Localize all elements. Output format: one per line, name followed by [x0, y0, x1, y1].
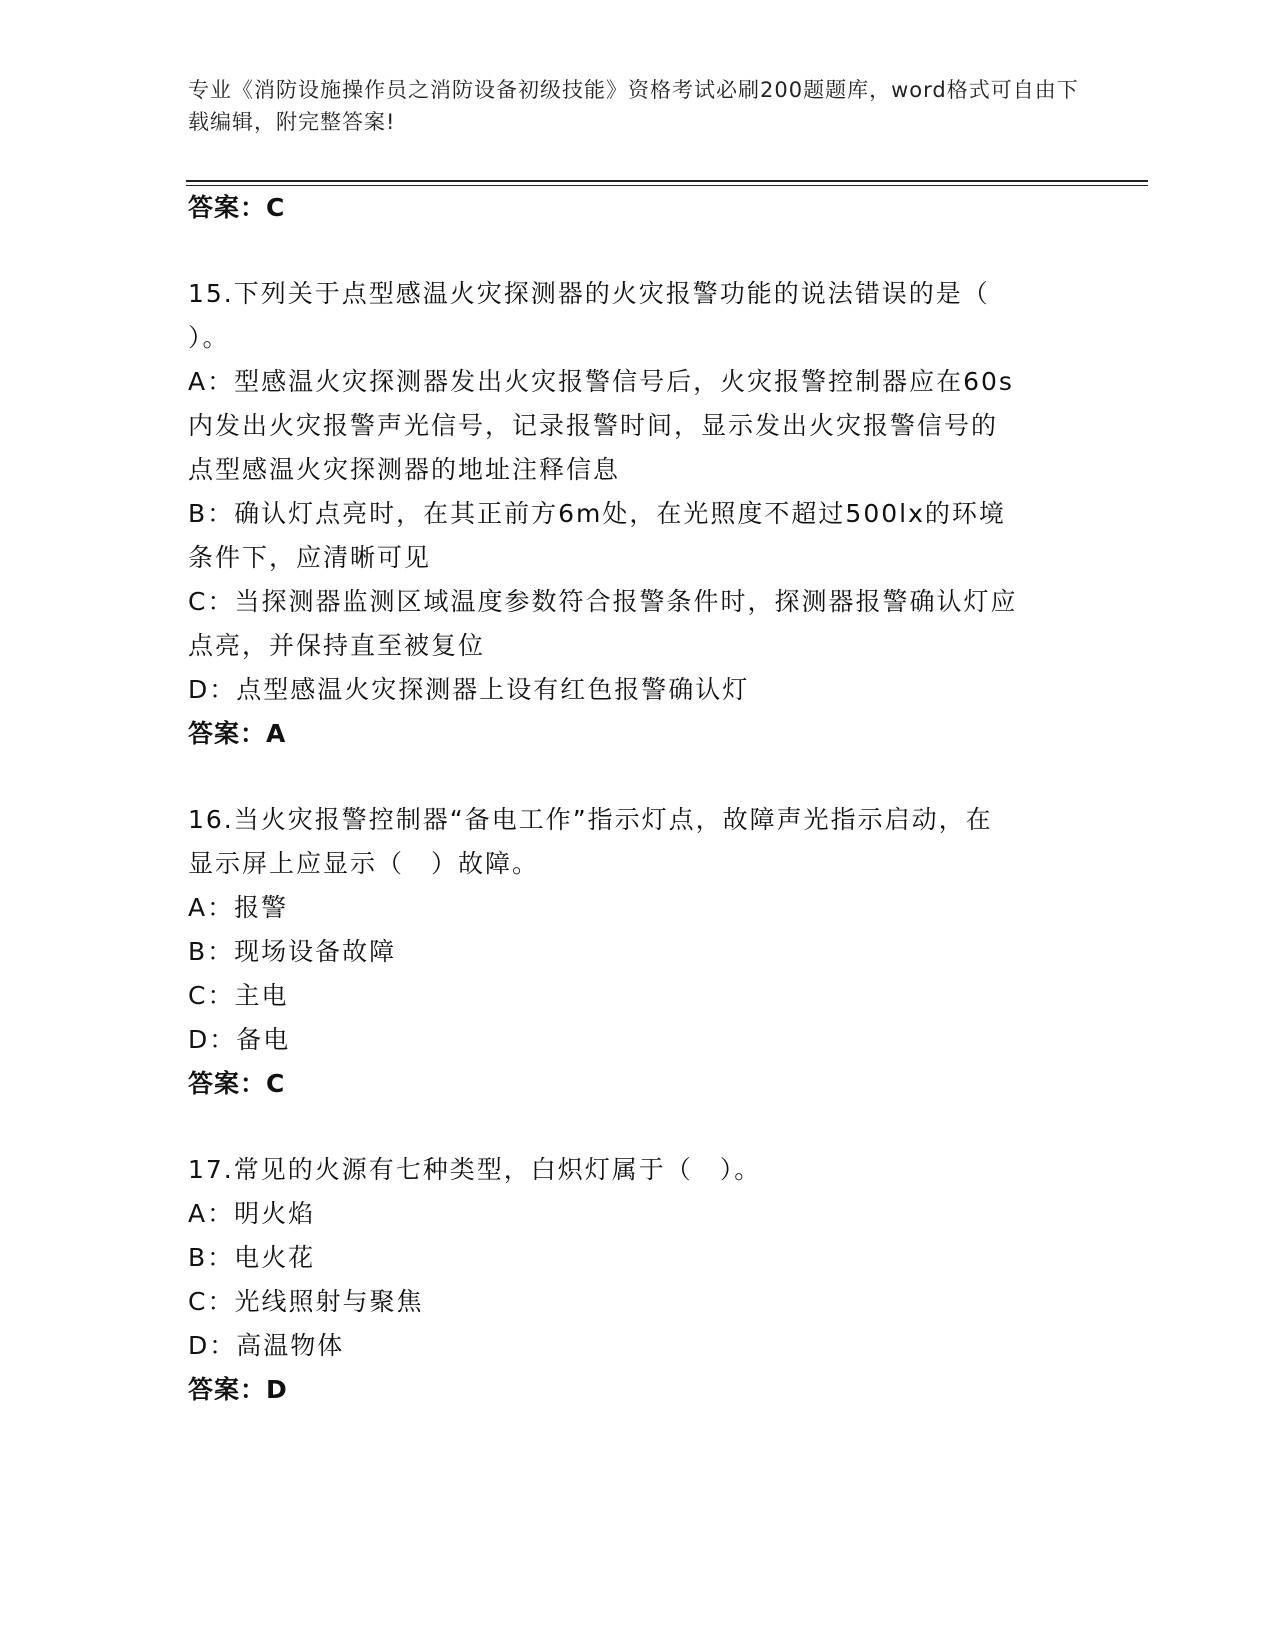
question-17-stem: 17.常见的火源有七种类型，白炽灯属于（ ）。	[188, 1155, 762, 1184]
question-15-option-a-line-3: 点型感温火灾探测器的地址注释信息	[188, 455, 621, 484]
question-15-option-a-line-2: 内发出火灾报警声光信号，记录报警时间，显示发出火灾报警信号的	[188, 411, 999, 440]
question-17-option-b: B：电火花	[188, 1243, 316, 1272]
question-15-option-b-line-2: 条件下，应清晰可见	[188, 543, 432, 572]
question-15-stem-line-2: ）。	[188, 323, 230, 352]
question-16-option-d: D：备电	[188, 1025, 291, 1054]
question-15-option-b-line-1: B：确认灯点亮时，在其正前方6m处，在光照度不超过500lx的环境	[188, 499, 1006, 528]
header-rule-thick	[186, 180, 1148, 182]
question-15-stem-line-1: 15.下列关于点型感温火灾探测器的火灾报警功能的说法错误的是（	[188, 279, 990, 308]
question-15-option-c-line-2: 点亮，并保持直至被复位	[188, 631, 486, 660]
question-15-answer: 答案：A	[188, 719, 287, 748]
question-16-option-a: A：报警	[188, 893, 289, 922]
question-16-option-c: C：主电	[188, 981, 289, 1010]
question-17-answer: 答案：D	[188, 1375, 288, 1404]
question-17-option-c: C：光线照射与聚焦	[188, 1287, 424, 1316]
question-15-option-d: D：点型感温火灾探测器上设有红色报警确认灯	[188, 675, 750, 704]
question-16-stem-line-1: 16.当火灾报警控制器“备电工作”指示灯点，故障声光指示启动，在	[188, 805, 993, 834]
question-16-answer: 答案：C	[188, 1069, 286, 1098]
document-header: 专业《消防设施操作员之消防设备初级技能》资格考试必刷200题题库，word格式可自由下载编辑，附完整答案!	[188, 78, 1079, 134]
question-16-option-b: B：现场设备故障	[188, 937, 397, 966]
header-rule-thin	[186, 185, 1148, 186]
question-17-option-d: D：高温物体	[188, 1331, 345, 1360]
previous-answer: 答案：C	[188, 193, 286, 222]
question-16-stem-line-2: 显示屏上应显示（ ）故障。	[188, 849, 540, 878]
question-17-option-a: A：明火焰	[188, 1199, 316, 1228]
question-15-option-c-line-1: C：当探测器监测区域温度参数符合报警条件时，探测器报警确认灯应	[188, 587, 1018, 616]
question-15-option-a-line-1: A：型感温火灾探测器发出火灾报警信号后，火灾报警控制器应在60s	[188, 367, 1014, 396]
